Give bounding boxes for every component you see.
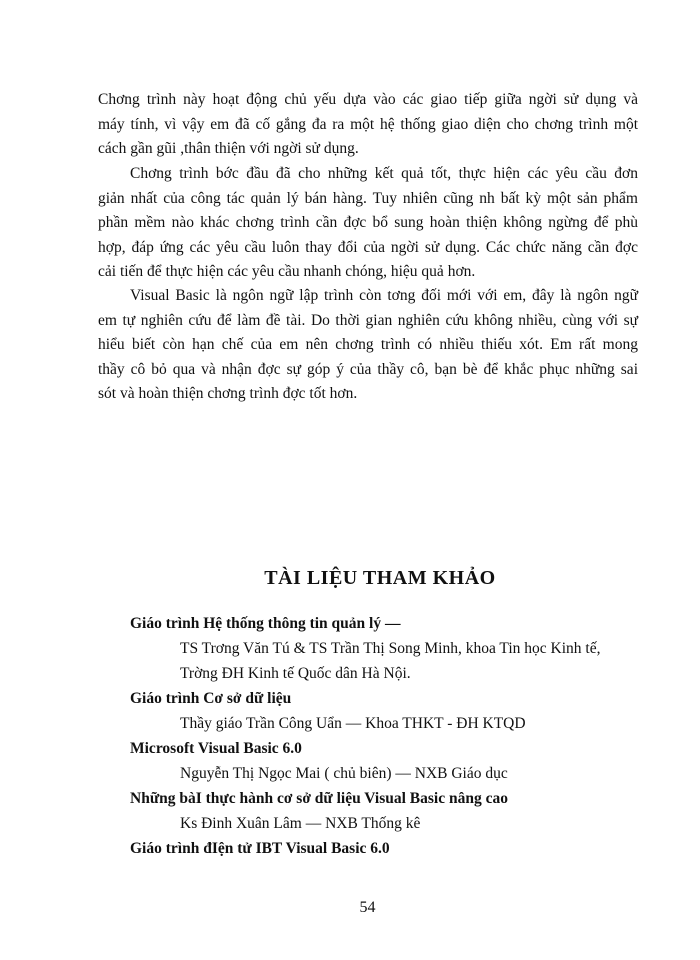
paragraph-visual-basic [98, 284, 638, 407]
paragraph-line: sót và hoàn thiện chơng trình đợc tốt hơn. [98, 385, 358, 402]
references-heading: TÀI LIỆU THAM KHẢO [264, 567, 496, 589]
reference-detail: Trờng ĐH Kinh tế Quốc dân Hà Nội. [180, 665, 411, 682]
reference-title: Giáo trình Cơ sở dữ liệu [130, 690, 292, 707]
paragraph-line: cải tiến để thực hiện các yêu cầu nhanh chóng, hiệu quả hơn. [98, 263, 476, 280]
paragraph-line: Chơng trình này hoạt động chủ yếu dựa vào các giao tiếp giữa ngời sử dụng và [98, 91, 638, 108]
paragraph-line: hợp, đáp ứng các yêu cầu luôn thay đổi của ngời sử dụng. Các chức năng cần đợc [98, 238, 638, 256]
paragraph-line: Visual Basic là ngôn ngữ lập trình còn tơng đối mới với em, đây là ngôn ngữ [130, 287, 638, 304]
reference-detail: Thầy giáo Trần Công Uẩn — Khoa THKT - ĐH KTQD [180, 715, 526, 732]
paragraph-intro [98, 88, 638, 162]
paragraph-line: phần mềm nào khác chơng trình cần đợc bổ sung hoàn thiện không ngừng để phù [98, 214, 638, 231]
paragraph-line: thầy cô bỏ qua và nhận đợc sự góp ý của thầy cô, bạn bè để khắc phục những sai [98, 360, 638, 378]
reference-title: Những bàI thực hành cơ sở dữ liệu Visual Basic nâng cao [130, 790, 508, 807]
paragraph-line: hiểu biết còn hạn chế của em nên chơng trình có nhiều thiếu xót. Em rất mong [98, 336, 638, 353]
paragraph-results [98, 162, 638, 285]
paragraph-line: em tự nghiên cứu để làm đề tài. Do thời gian nghiên cứu không nhiều, cùng với sự [98, 311, 638, 329]
reference-detail: Ks Đinh Xuân Lâm — NXB Thống kê [180, 815, 421, 832]
reference-title: Microsoft Visual Basic 6.0 [130, 740, 302, 757]
references-list [130, 611, 670, 861]
paragraph-line: Chơng trình bớc đầu đã cho những kết quả tốt, thực hiện các yêu cầu đơn [130, 165, 638, 182]
reference-detail: TS Trơng Văn Tú & TS Trần Thị Song Minh, khoa Tin học Kinh tế, [180, 640, 601, 657]
reference-title: Giáo trình Hệ thống thông tin quản lý — [130, 615, 401, 632]
paragraph-line: máy tính, vì vậy em đã cố gắng đa ra một hệ thống giao diện cho chơng trình một [98, 115, 638, 133]
paragraph-line: cách gần gũi ,thân thiện với ngời sử dụng. [98, 140, 359, 157]
paragraph-line: giản nhất của công tác quản lý bán hàng. Tuy nhiên cũng nh bất kỳ một sản phẩm [98, 189, 638, 207]
reference-detail: Nguyễn Thị Ngọc Mai ( chủ biên) — NXB Giáo dục [180, 765, 508, 782]
reference-title: Giáo trình đIện tử IBT Visual Basic 6.0 [130, 840, 390, 857]
page-number: 54 [359, 899, 376, 916]
